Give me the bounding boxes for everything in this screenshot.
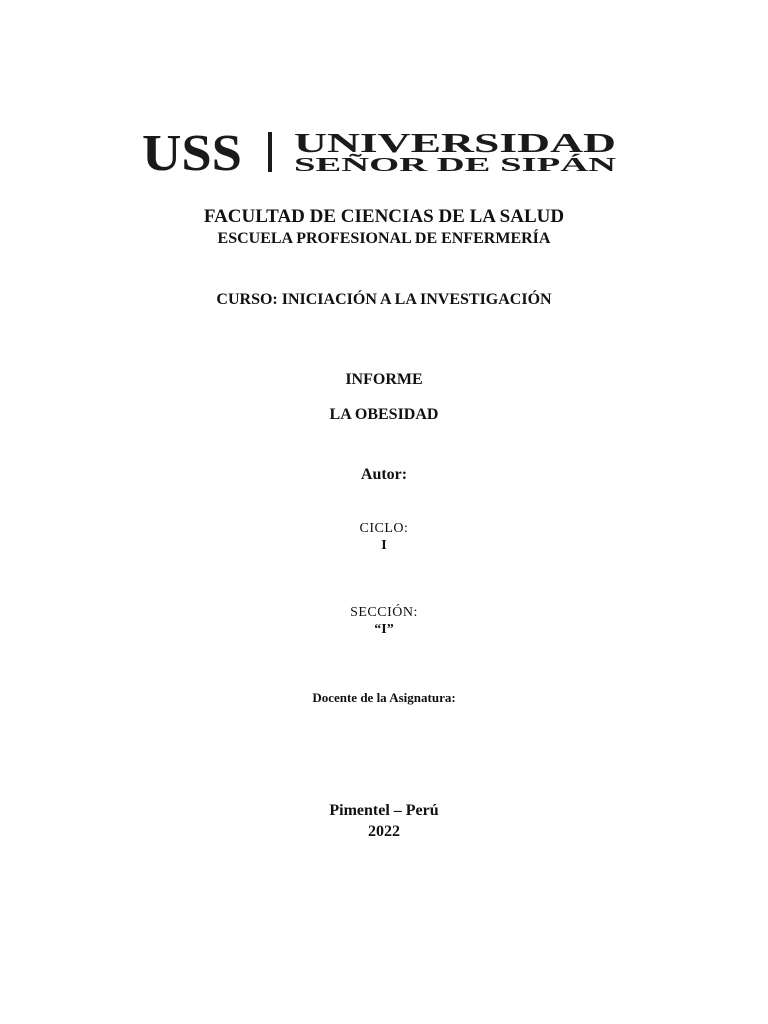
logo-name-line2: SEÑOR DE SIPÁN: [294, 154, 461, 176]
report-title: LA OBESIDAD: [329, 406, 439, 423]
logo-monogram: USS: [142, 125, 242, 180]
faculty-title: FACULTAD DE CIENCIAS DE LA SALUD: [203, 206, 565, 227]
logo-divider: [268, 132, 272, 172]
cycle-value: I: [381, 538, 387, 553]
university-logo: [142, 124, 618, 180]
section-value: “I”: [374, 622, 394, 637]
year-line: 2022: [368, 823, 400, 840]
teacher-label: Docente de la Asignatura:: [312, 690, 456, 705]
section-label: SECCIÓN:: [350, 605, 418, 620]
place-line: Pimentel – Perú: [329, 802, 439, 819]
author-label: Autor:: [360, 466, 408, 483]
school-title: ESCUELA PROFESIONAL DE ENFERMERÍA: [217, 230, 551, 247]
report-type: INFORME: [345, 371, 423, 388]
university-logo-graphic: [142, 124, 618, 180]
course-title: CURSO: INICIACIÓN A LA INVESTIGACIÓN: [216, 291, 552, 308]
logo-name-line1: UNIVERSIDAD: [294, 128, 616, 158]
cycle-label: CICLO:: [359, 521, 409, 536]
